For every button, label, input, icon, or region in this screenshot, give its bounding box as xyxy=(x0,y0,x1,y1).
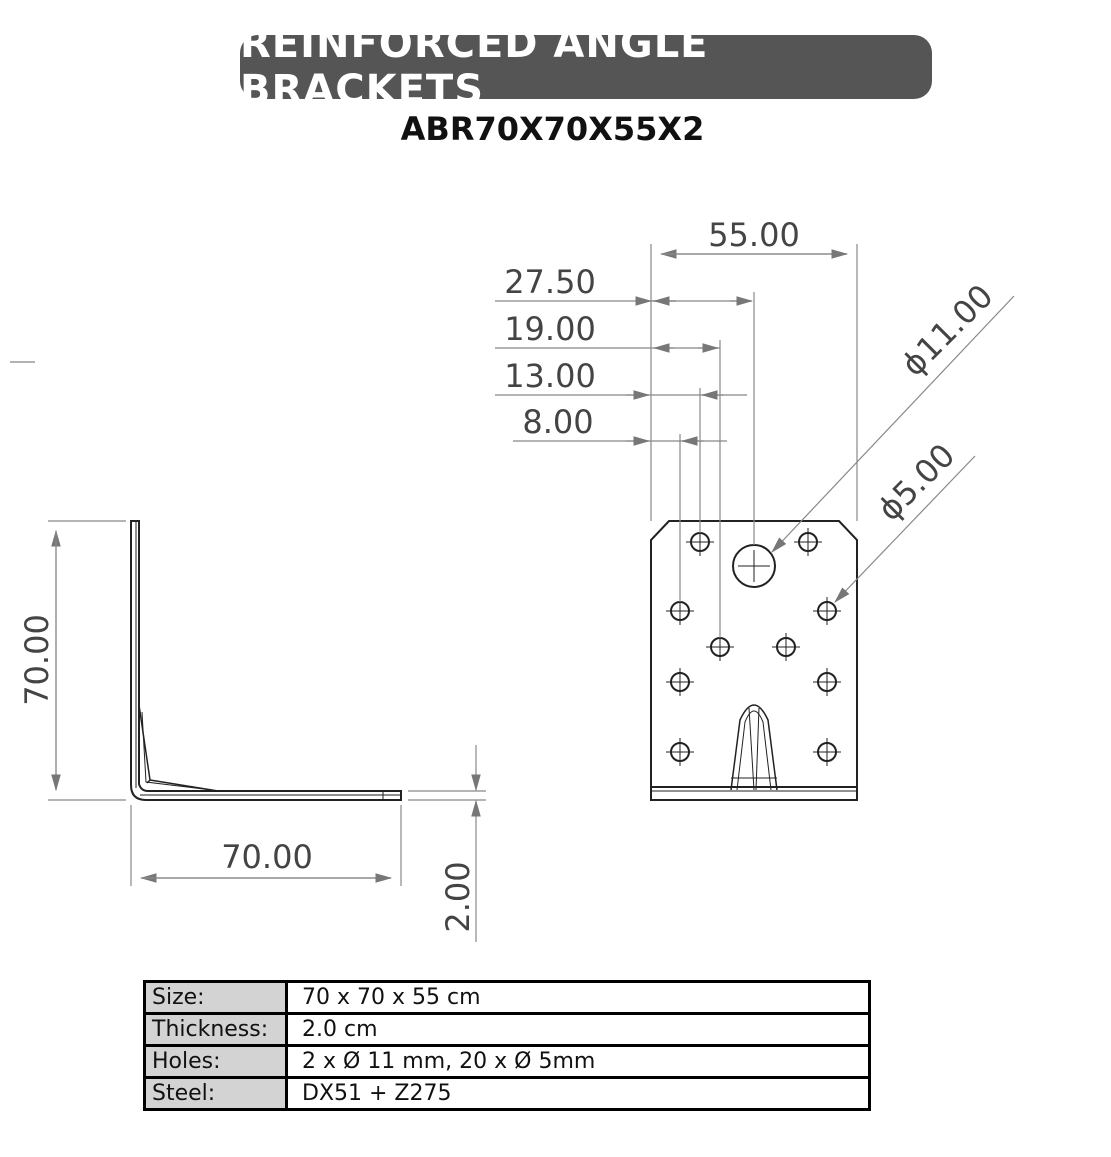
offset-13-label: 13.00 xyxy=(504,357,596,395)
small-hole-label: ϕ5.00 xyxy=(870,436,963,529)
spec-value: 2.0 cm xyxy=(287,1014,870,1046)
offset-27-label: 27.50 xyxy=(504,263,596,301)
width-top-label: 55.00 xyxy=(708,216,800,254)
table-row xyxy=(145,1046,870,1078)
side-height-label: 70.00 xyxy=(18,614,56,706)
spec-key: Thickness: xyxy=(145,1014,287,1046)
spec-key: Steel: xyxy=(145,1078,287,1110)
spec-key: Size: xyxy=(145,982,287,1014)
spec-value: 2 x Ø 11 mm, 20 x Ø 5mm xyxy=(287,1046,870,1078)
large-hole-label: ϕ11.00 xyxy=(893,276,1001,384)
spec-value: DX51 + Z275 xyxy=(287,1078,870,1110)
side-view xyxy=(131,521,401,800)
model-number-text: ABR70X70X55X2 xyxy=(400,110,705,148)
table-row xyxy=(145,1014,870,1046)
side-length-label: 70.00 xyxy=(221,838,313,876)
thickness-label: 2.00 xyxy=(439,861,477,933)
page-title: REINFORCED ANGLE BRACKETS xyxy=(240,21,709,113)
spec-table xyxy=(143,980,871,1111)
table-row xyxy=(145,982,870,1014)
spec-value: 70 x 70 x 55 cm xyxy=(287,982,870,1014)
offset-8-label: 8.00 xyxy=(522,403,594,441)
table-row xyxy=(145,1078,870,1110)
offset-19-label: 19.00 xyxy=(504,310,596,348)
spec-key: Holes: xyxy=(145,1046,287,1078)
side-dimensions xyxy=(48,521,486,942)
